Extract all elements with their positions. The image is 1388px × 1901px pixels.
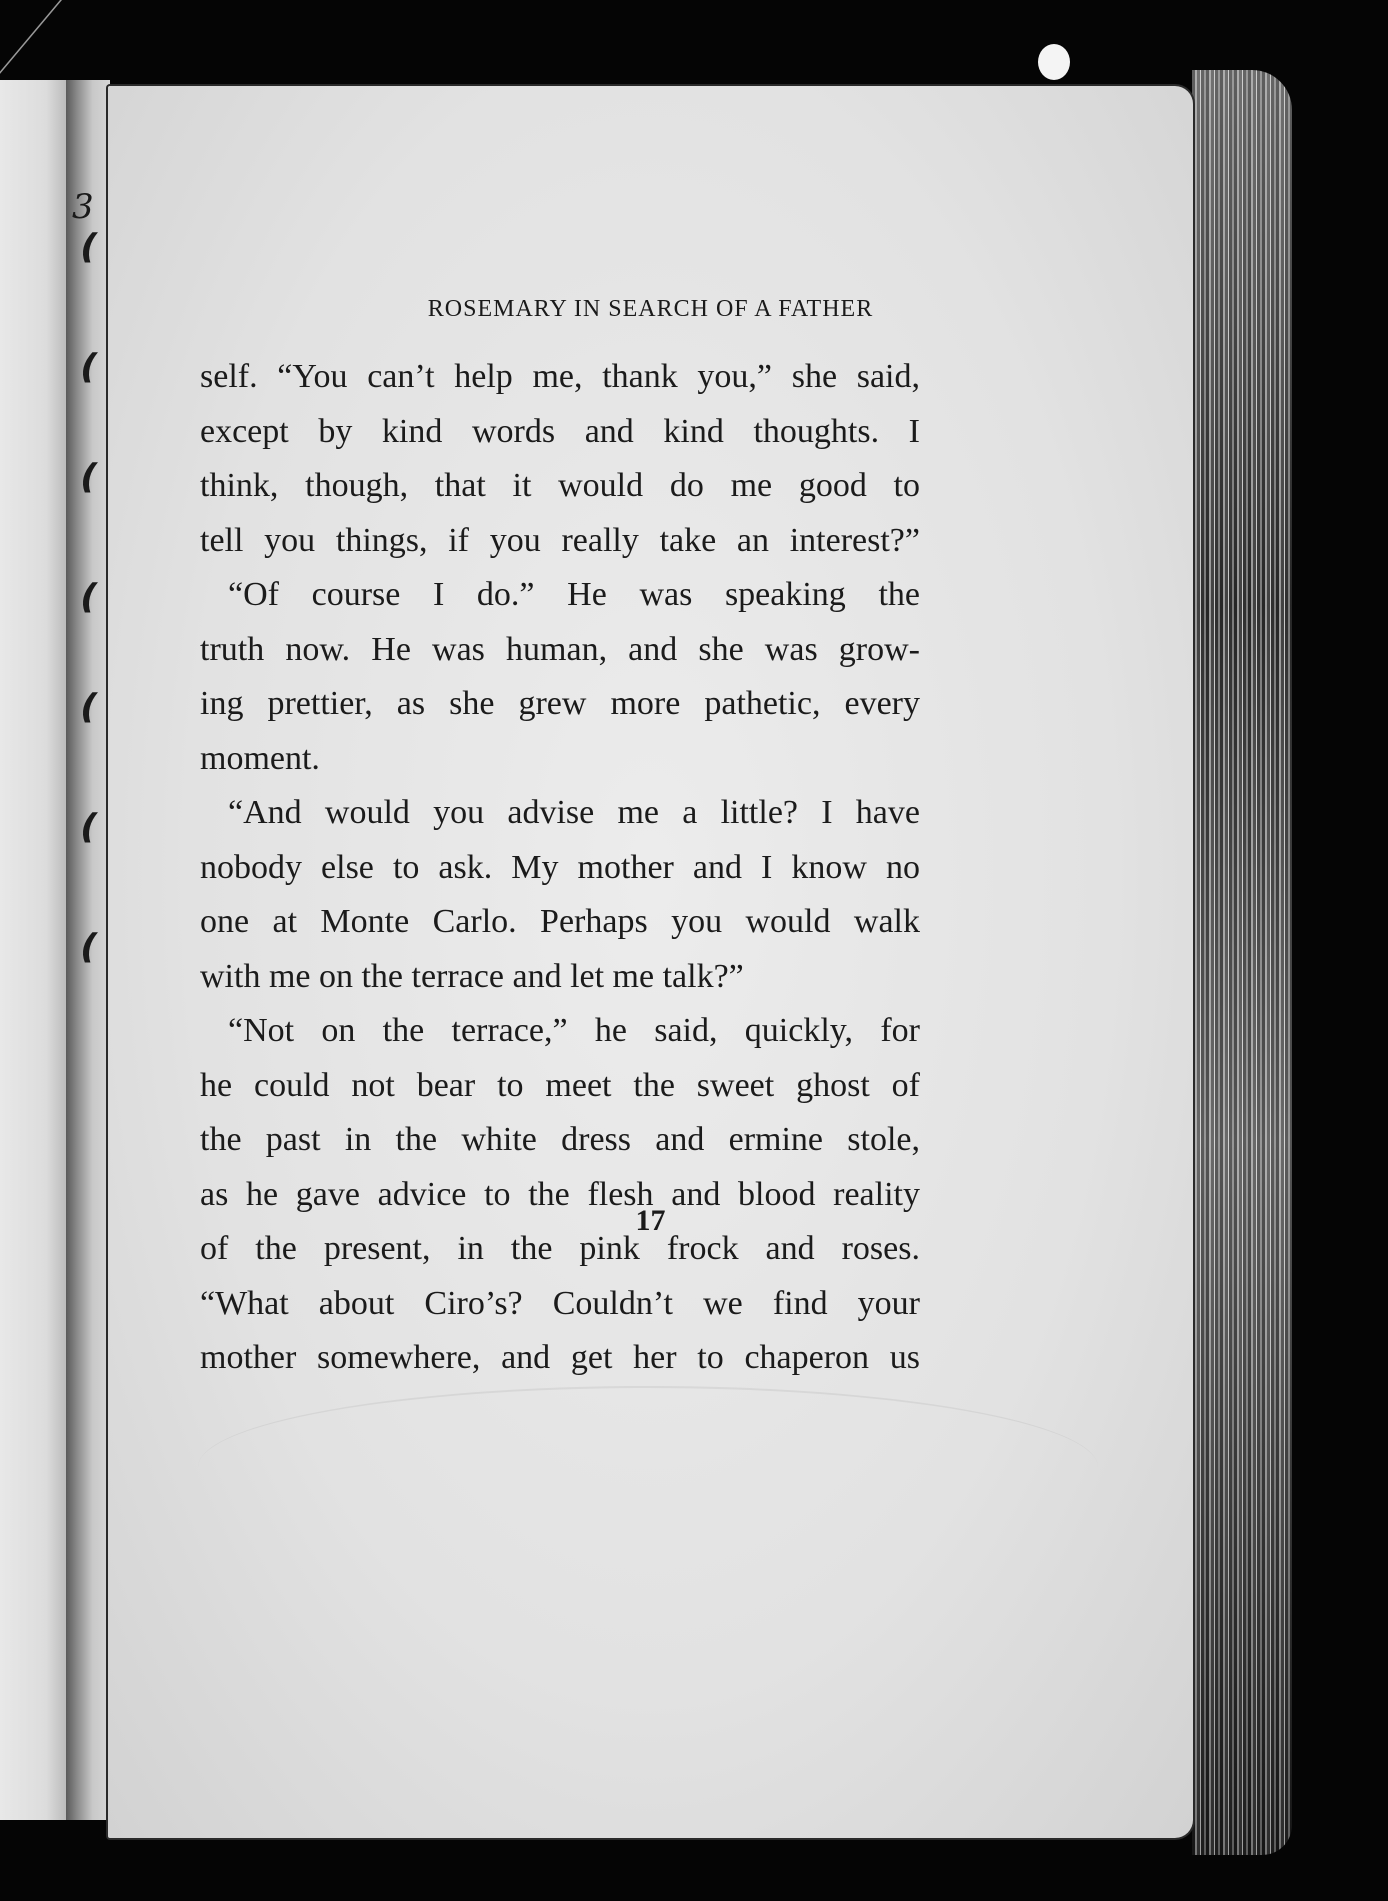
book-page: [108, 86, 1193, 1838]
book-gutter: [66, 80, 110, 1820]
text-line: ing prettier, as she grew more pathetic, every: [200, 685, 920, 722]
text-line: tell you things, if you really take an interest?”: [200, 521, 920, 559]
text-line: of the present, in the pink frock and roses.: [200, 1230, 920, 1267]
watermark-ornament: [198, 1386, 1098, 1548]
page-fore-edge-shading: [1192, 70, 1292, 1855]
facing-page-edge: [0, 80, 66, 1820]
text-line: think, though, that it would do me good to: [200, 467, 920, 504]
text-line: truth now. He was human, and she was grow-: [200, 630, 920, 668]
gutter-mark: ❪: [72, 687, 101, 727]
gutter-mark: ❪: [72, 227, 101, 267]
gutter-mark: 3: [72, 187, 94, 227]
text-line: “And would you advise me a little? I have: [228, 794, 920, 831]
text-line: mother somewhere, and get her to chaperon us: [200, 1339, 920, 1376]
gutter-mark: ❪: [72, 927, 101, 967]
text-line: the past in the white dress and ermine stole,: [200, 1121, 920, 1158]
gutter-mark: ❪: [72, 807, 101, 847]
text-line: one at Monte Carlo. Perhaps you would walk: [200, 903, 920, 940]
text-line: “What about Ciro’s? Couldn’t we find your: [200, 1284, 920, 1322]
running-head: ROSEMARY IN SEARCH OF A FATHER: [427, 296, 874, 322]
gutter-mark: ❪: [72, 347, 101, 387]
gutter-mark: ❪: [72, 457, 101, 497]
text-line: moment.: [200, 739, 320, 777]
text-line: with me on the terrace and let me talk?”: [200, 957, 744, 995]
text-line: “Not on the terrace,” he said, quickly, for: [228, 1012, 920, 1049]
text-line: self. “You can’t help me, thank you,” she said,: [200, 358, 920, 395]
text-line: except by kind words and kind thoughts. I: [200, 412, 920, 450]
text-line: nobody else to ask. My mother and I know no: [200, 848, 920, 886]
gutter-mark: ❪: [72, 577, 101, 617]
film-punch-hole: [1038, 44, 1070, 80]
page-number: 17: [635, 1204, 666, 1237]
corner-edge-line: [0, 0, 182, 90]
text-line: “Of course I do.” He was speaking the: [228, 576, 920, 613]
text-line: as he gave advice to the flesh and blood reality: [200, 1175, 920, 1213]
text-line: he could not bear to meet the sweet ghost of: [200, 1066, 920, 1104]
